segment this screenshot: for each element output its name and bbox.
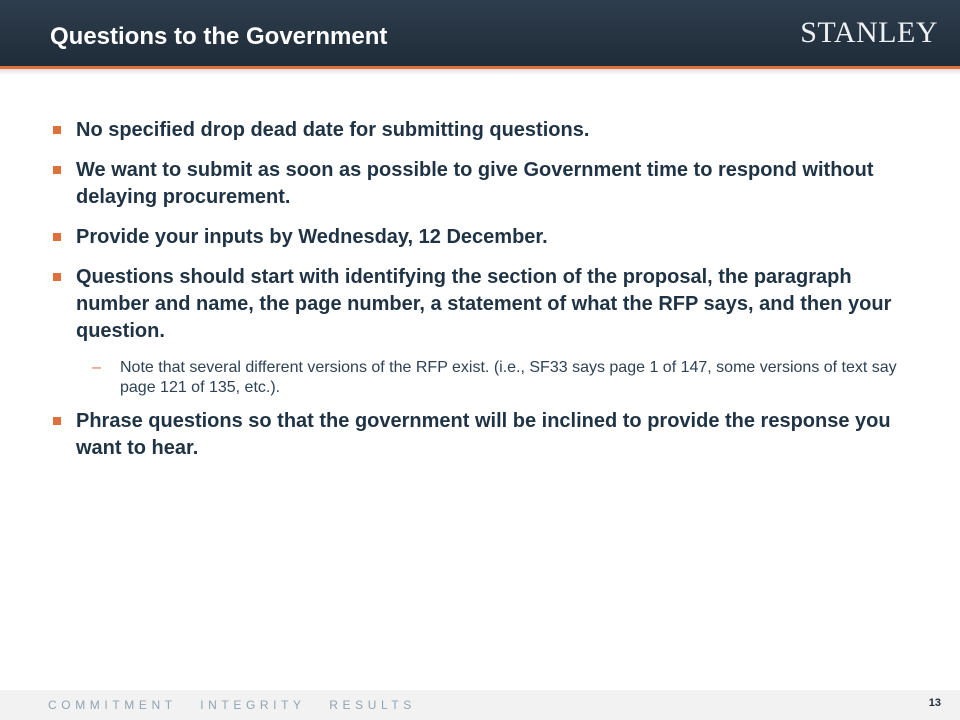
sub-bullet-text: Note that several different versions of the RFP exist. (i.e., SF33 says page 1 of 147, some versions of text say page 121 of 135, etc.). [120, 359, 897, 396]
page-number: 13 [928, 697, 941, 709]
bullet-item [50, 224, 910, 251]
sub-bullet-item [50, 358, 910, 398]
bullet-text: Questions should start with identifying the section of the proposal, the paragraph number and name, the page number, a statement of what the RFP says, and then your question. [76, 266, 892, 342]
bullet-text: Provide your inputs by Wednesday, 12 December. [76, 226, 548, 248]
bullet-item [50, 264, 910, 345]
square-bullet-icon [53, 417, 61, 425]
header-bar [0, 0, 960, 66]
footer-bar [0, 690, 960, 720]
slide-title: Questions to the Government [50, 23, 388, 50]
stanley-logo: STANLEY [800, 16, 938, 49]
dash-bullet-icon: – [92, 359, 101, 376]
square-bullet-icon [53, 233, 61, 241]
bullet-item [50, 117, 910, 144]
bullet-text: We want to submit as soon as possible to give Government time to respond without delaying procurement. [76, 159, 874, 208]
square-bullet-icon [53, 126, 61, 134]
square-bullet-icon [53, 166, 61, 174]
bullet-text: No specified drop dead date for submitting questions. [76, 119, 590, 141]
header-shadow [0, 69, 960, 75]
square-bullet-icon [53, 273, 61, 281]
footer-tagline: COMMITMENT INTEGRITY RESULTS [48, 698, 416, 712]
bullet-list [50, 117, 910, 475]
bullet-text: Phrase questions so that the government will be inclined to provide the response you want to hear. [76, 410, 891, 459]
bullet-item [50, 408, 910, 462]
bullet-item [50, 157, 910, 211]
